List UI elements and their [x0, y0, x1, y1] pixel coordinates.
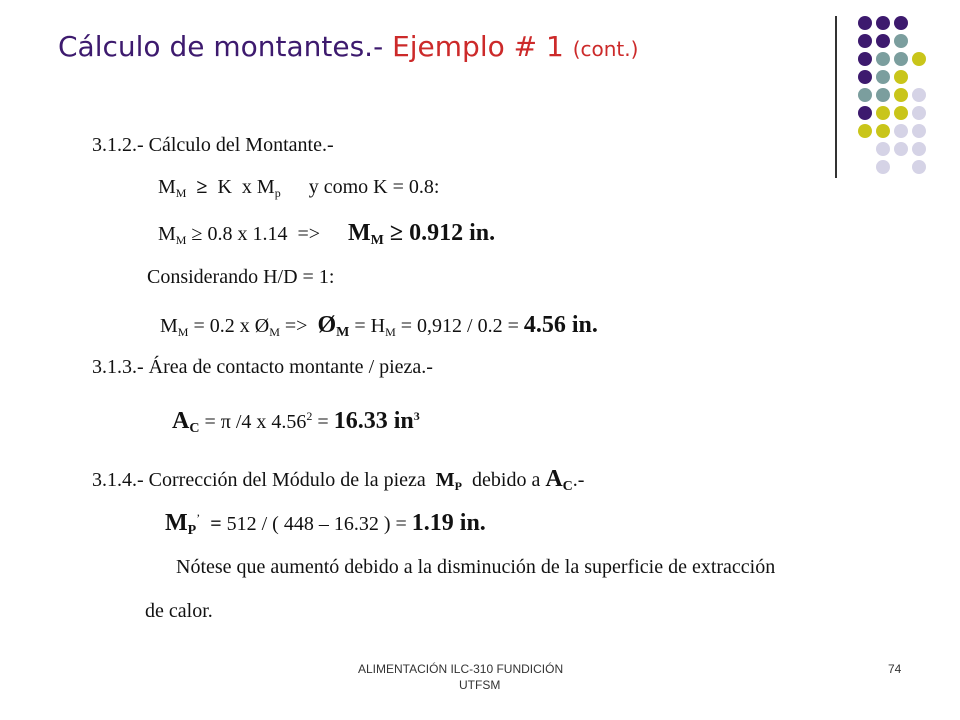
hm-equality: = H [354, 315, 386, 337]
area-result: 16.33 $in^3$ [333, 408, 420, 434]
formula-mm-ge-k-mp [158, 176, 439, 201]
title-main: Cálculo de montantes.- [58, 30, 384, 63]
implies-arrow: => [297, 223, 321, 245]
mp-symbol: $M_P$ [165, 510, 197, 538]
diameter-result: 4.56 in. [523, 312, 598, 338]
equals-sign: = [210, 513, 222, 535]
ac-symbol: $A_C$ [172, 408, 200, 436]
mp-symbol: $M_P$ [435, 469, 463, 493]
equals-sign: = [317, 411, 329, 433]
note-line-1: Nótese que aumentó debido a la disminución de la superficie de extracción [176, 556, 776, 578]
prime-mark: ’ [196, 511, 201, 525]
hm-subscript: M [385, 325, 396, 339]
mm-result: $M_M \ge 0.912$ in. [348, 220, 496, 248]
title-example: Ejemplo # 1 [392, 30, 564, 63]
mm-subscript: M [175, 233, 187, 247]
mm-subscript: M [177, 325, 189, 339]
mp-subscript: p [274, 186, 281, 200]
mm-subscript: M [175, 186, 187, 200]
title-cont: (cont.) [572, 37, 639, 61]
squared-exponent: 2 [306, 409, 313, 423]
times-symbol: x [241, 176, 252, 198]
implies-arrow: => [284, 315, 308, 337]
mm-symbol: M [158, 176, 176, 198]
footer-course: ALIMENTACIÓN ILC-310 FUNDICIÓN [358, 662, 564, 676]
diameter-expression: = 0.2 x Ø [193, 315, 270, 337]
section-3-1-4-heading [92, 466, 584, 495]
considerando-text: Considerando H/D = 1: [147, 266, 335, 288]
formula-diameter [160, 312, 598, 341]
mm-expression: ≥ 0.8 x 1.14 [191, 223, 288, 245]
formula-contact-area [172, 408, 420, 437]
ge-symbol: ≥ [196, 176, 208, 198]
formula-mm-ge-0-912 [158, 220, 495, 249]
footer-institution: UTFSM [459, 678, 501, 692]
section-3-1-3-heading: 3.1.3.- Área de contacto montante / pieza.- [92, 356, 433, 378]
formula-corrected-modulus [165, 510, 486, 539]
mm-symbol: M [158, 223, 176, 245]
ac-symbol: $A_C$ [545, 466, 573, 494]
section-3-1-2-heading: 3.1.2.- Cálculo del Montante.- [92, 134, 334, 156]
k-symbol: K [217, 176, 232, 198]
k-value-text: y como K = 0.8: [308, 176, 440, 198]
note-line-2: de calor. [145, 600, 213, 622]
page-number: 74 [888, 662, 902, 676]
modulus-expression: 512 / ( 448 – 16.32 ) = [226, 513, 407, 535]
debido-text: debido a [472, 469, 541, 491]
mm-symbol: M [160, 315, 178, 337]
section-3-1-4-text: 3.1.4.- Corrección del Módulo de la pieza [92, 469, 426, 491]
diameter-result-symbol: $Ø_M$ [317, 312, 350, 340]
diameter-calculation: = 0,912 / 0.2 = [400, 315, 519, 337]
diameter-subscript: M [269, 325, 280, 339]
area-expression: = π /4 x 4.56 [204, 411, 307, 433]
modulus-result: 1.19 in. [411, 510, 486, 536]
heading-end: .- [572, 469, 585, 491]
mp-symbol: M [256, 176, 275, 198]
